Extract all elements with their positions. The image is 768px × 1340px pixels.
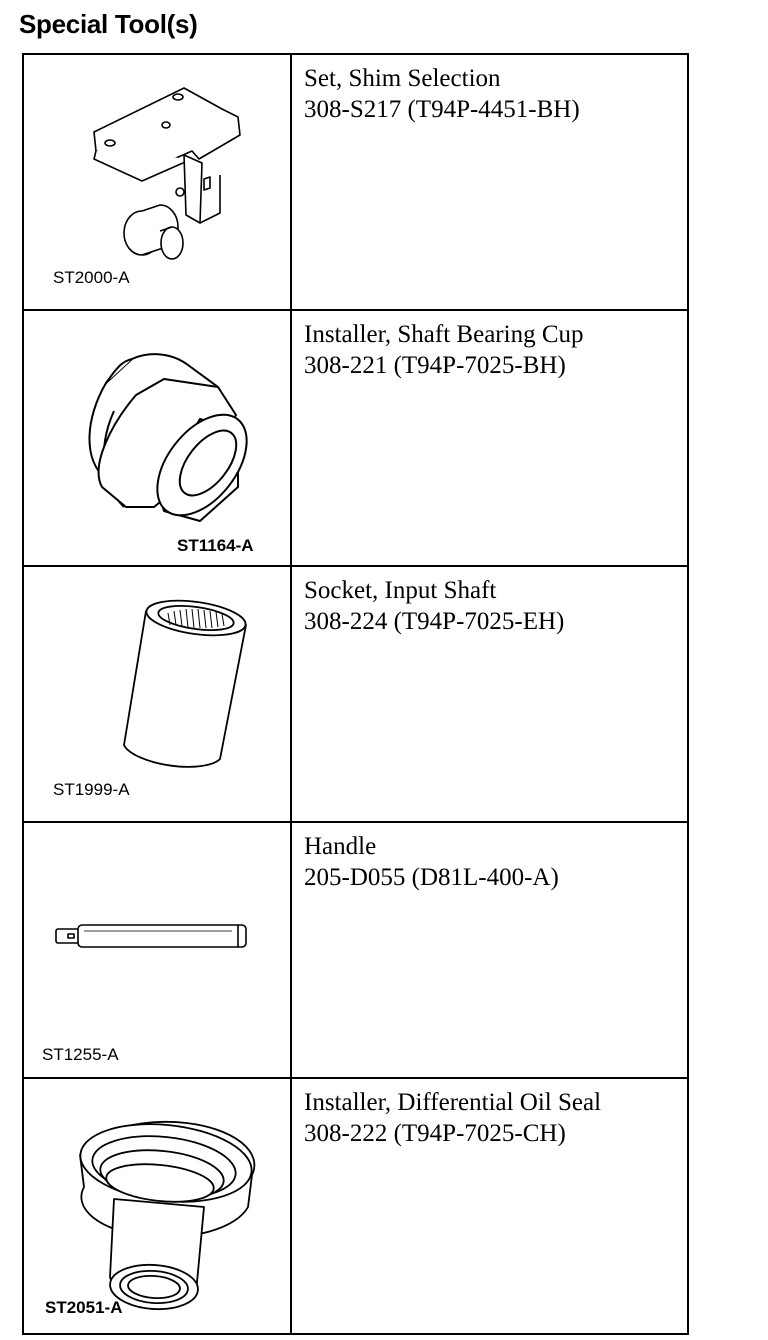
figure-label: ST2000-A bbox=[53, 268, 130, 287]
tool-illustration-cell bbox=[23, 310, 291, 566]
tool-part-number: 205-D055 (D81L-400-A) bbox=[304, 864, 559, 891]
page-title: Special Tool(s) bbox=[19, 9, 198, 39]
tool-description-cell bbox=[291, 822, 688, 1078]
special-tools-table bbox=[22, 53, 689, 1335]
tool-name: Handle bbox=[304, 833, 377, 860]
table-row bbox=[23, 822, 688, 1078]
tool-name: Installer, Shaft Bearing Cup bbox=[304, 321, 584, 348]
tool-name: Socket, Input Shaft bbox=[304, 577, 497, 604]
table-row bbox=[23, 310, 688, 566]
figure-label: ST1255-A bbox=[42, 1045, 119, 1064]
tool-description-cell bbox=[291, 310, 688, 566]
oil-seal-installer-icon bbox=[24, 1079, 290, 1333]
tool-part-number: 308-221 (T94P-7025-BH) bbox=[304, 352, 566, 379]
tool-name: Installer, Differential Oil Seal bbox=[304, 1089, 602, 1116]
tool-description-cell bbox=[291, 1078, 688, 1334]
tool-illustration-cell bbox=[23, 822, 291, 1078]
table-row bbox=[23, 1078, 688, 1334]
tool-part-number: 308-222 (T94P-7025-CH) bbox=[304, 1120, 566, 1147]
figure-label: ST2051-A bbox=[45, 1298, 123, 1317]
figure-label: ST1164-A bbox=[177, 536, 254, 555]
figure-label: ST1999-A bbox=[53, 780, 130, 799]
tool-illustration-cell bbox=[23, 1078, 291, 1334]
tool-part-number: 308-224 (T94P-7025-EH) bbox=[304, 608, 565, 635]
tool-name: Set, Shim Selection bbox=[304, 65, 501, 92]
tool-description-cell bbox=[291, 54, 688, 310]
table-row bbox=[23, 566, 688, 822]
tool-part-number: 308-S217 (T94P-4451-BH) bbox=[304, 96, 580, 123]
tool-illustration-cell bbox=[23, 566, 291, 822]
bearing-cup-installer-icon bbox=[24, 311, 290, 565]
table-row bbox=[23, 54, 688, 310]
handle-icon bbox=[24, 823, 290, 1077]
tool-description-cell bbox=[291, 566, 688, 822]
tool-illustration-cell bbox=[23, 54, 291, 310]
